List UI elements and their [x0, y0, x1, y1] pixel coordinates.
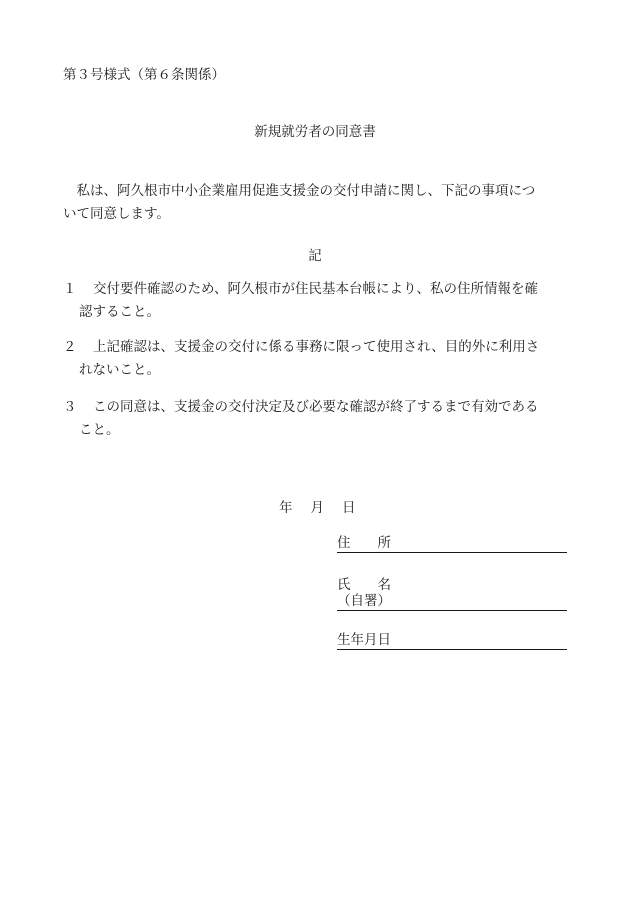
birthdate-field[interactable]	[337, 631, 567, 650]
name-label: 氏 名	[337, 577, 391, 593]
date-month-label: 月	[310, 500, 324, 516]
address-label: 住 所	[337, 535, 391, 551]
name-field[interactable]	[337, 592, 567, 611]
item-number: １	[63, 281, 77, 297]
date-line	[279, 496, 356, 516]
list-item	[63, 396, 579, 442]
list-item	[63, 336, 579, 382]
item-text-line1: 交付要件確認のため、阿久根市が住民基本台帳により、私の住所情報を確	[93, 281, 538, 297]
item-number: ２	[63, 339, 77, 355]
item-number: ３	[63, 399, 77, 415]
item-text-line2: 認すること。	[79, 304, 160, 320]
self-sign-label: （自署）	[337, 593, 391, 609]
list-item	[63, 278, 579, 324]
item-text-line2: こと。	[79, 422, 120, 438]
intro-line-1: 私は、阿久根市中小企業雇用促進支援金の交付申請に関し、下記の事項につ	[76, 183, 536, 199]
address-field[interactable]	[337, 534, 567, 553]
birthdate-label: 生年月日	[337, 632, 391, 648]
document-title: 新規就労者の同意書	[254, 124, 376, 140]
date-year-label: 年	[279, 500, 293, 516]
form-number: 第３号様式（第６条関係）	[63, 67, 225, 83]
date-day-label: 日	[342, 500, 356, 516]
ki-heading: 記	[308, 248, 322, 264]
item-text-line1: 上記確認は、支援金の交付に係る事務に限って使用され、目的外に利用さ	[93, 339, 540, 355]
intro-paragraph	[63, 180, 579, 226]
intro-line-2: いて同意します。	[63, 206, 170, 222]
item-text-line2: れないこと。	[79, 362, 160, 378]
item-text-line1: この同意は、支援金の交付決定及び必要な確認が終了するまで有効である	[93, 399, 539, 415]
